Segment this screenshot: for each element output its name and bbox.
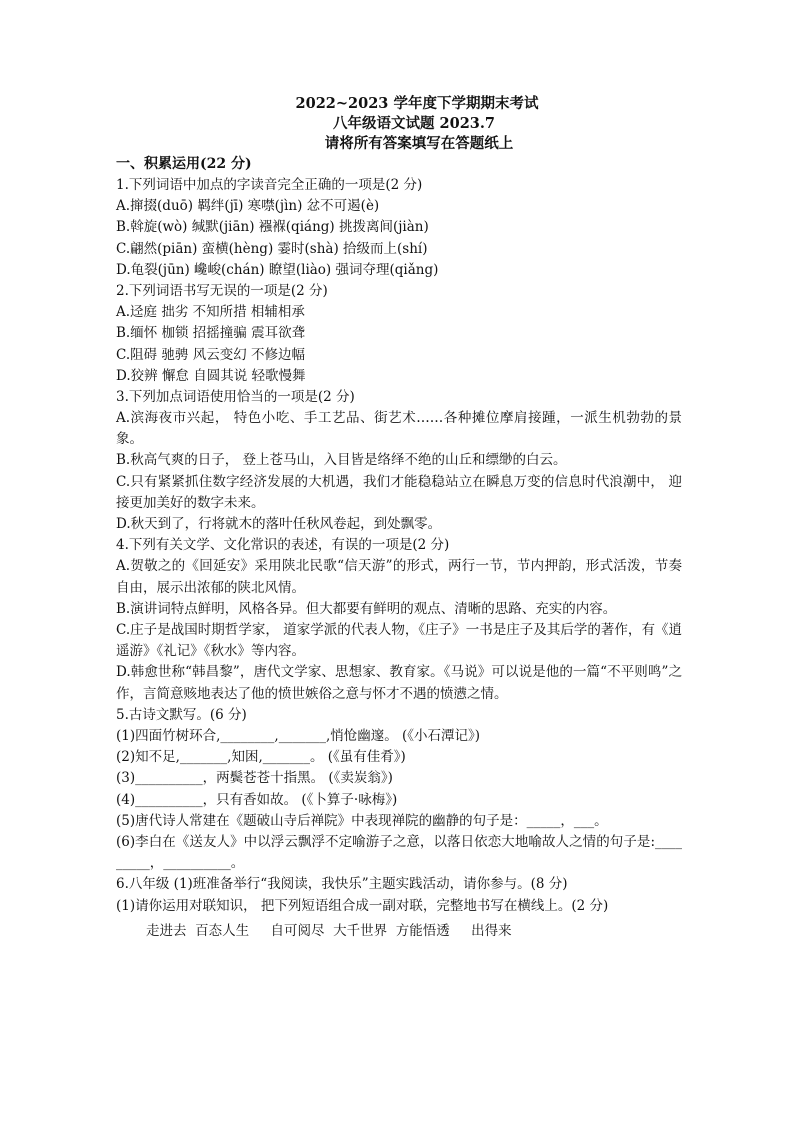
question-stem: 1.下列词语中加点的字读音完全正确的一项是(2 分) xyxy=(116,177,423,193)
exam-subtitle: 八年级语文试题 2023.7 xyxy=(332,115,496,132)
question-1 xyxy=(116,175,682,281)
fill-item-3: (3)__________，两鬓苍苍十指黑。 (《卖炭翁》) xyxy=(116,770,393,787)
question-stem: 5.古诗文默写。(6 分) xyxy=(116,706,247,723)
option-c: C.阻碍 驰骋 风云变幻 不修边幅 xyxy=(116,346,306,363)
option-a: A.迳庭 拙劣 不知所措 相辅相承 xyxy=(116,304,305,321)
question-3 xyxy=(116,387,682,535)
exam-instruction: 请将所有答案填写在答题纸上 xyxy=(324,135,514,152)
sub-question-1: (1)请你运用对联知识， 把下列短语组合成一副对联，完整地书写在横线上。(2 分) xyxy=(116,897,609,914)
option-c: C.翩然(piān) 蛮横(hèng) 霎时(shà) 拾级而上(shí) xyxy=(116,240,428,257)
fill-item-2: (2)知不足,_______,知困,_______。 (《虽有佳肴》) xyxy=(116,749,406,766)
option-d: D.龟裂(jūn) 巉峻(chán) 瞭望(liào) 强词夺理(qiǎng) xyxy=(116,261,439,278)
question-2 xyxy=(116,281,682,387)
fill-item-6: (6)李白在《送友人》中以浮云飘浮不定喻游子之意，以落日依恋大地喻故人之情的句子是:_________，__________。 xyxy=(116,834,682,872)
question-5 xyxy=(116,705,682,875)
option-a: A.撺掇(duō) 羁绊(jī) 寒噤(jìn) 忿不可遏(è) xyxy=(116,198,380,215)
option-b: B.秋高气爽的日子， 登上苍马山，入目皆是络绎不绝的山丘和缥缈的白云。 xyxy=(116,452,567,469)
phrase-options: 走进去 百态人生 自可阅尽 大千世界 方能悟透 出得来 xyxy=(146,922,512,939)
option-a: A.贺敬之的《回延安》采用陕北民歌“信天游”的形式，两行一节，节内押韵，形式活泼，节奏自由，展示出浓郁的陕北风情。 xyxy=(116,558,682,596)
fill-item-4: (4)__________，只有香如故。 (《卜算子·咏梅》) xyxy=(116,791,398,808)
fill-item-1: (1)四面竹树环合,________,_______,悄怆幽邃。 (《小石潭记》) xyxy=(116,728,481,745)
fill-item-5: (5)唐代诗人常建在《题破山寺后禅院》中表现禅院的幽静的句子是：_____，___。 xyxy=(116,812,608,829)
option-a: A.滨海夜市兴起， 特色小吃、手工艺品、街艺术……各种摊位摩肩接踵，一派生机勃勃的景象。 xyxy=(116,410,682,448)
option-d: D.秋天到了，行将就木的落叶任秋风卷起，到处飘零。 xyxy=(116,516,442,533)
question-4 xyxy=(116,535,682,705)
option-d: D.韩愈世称“韩昌黎”，唐代文学家、思想家、教育家。《马说》可以说是他的一篇“不平则鸣”之作，言简意赅地表达了他的愤世嫉俗之意与怀才不遇的愤懑之情。 xyxy=(116,664,682,702)
exam-title: 2022~2023 学年度下学期期末考试 xyxy=(295,95,539,112)
option-b: B.斡旋(wò) 缄默(jiān) 襁褓(qiáng) 挑拨离间(jiàn) xyxy=(116,219,429,236)
section-heading: 一、积累运用(22 分) xyxy=(116,156,252,172)
option-c: C.只有紧紧抓住数字经济发展的大机遇，我们才能稳稳站立在瞬息万变的信息时代浪潮中， 迎接更加美好的数字未来。 xyxy=(116,473,682,511)
question-stem: 2.下列词语书写无误的一项是(2 分) xyxy=(116,282,328,299)
option-b: B.演讲词特点鲜明，风格各异。但大都要有鲜明的观点、清晰的思路、充实的内容。 xyxy=(116,600,617,617)
exam-page xyxy=(116,94,682,942)
option-c: C.庄子是战国时期哲学家， 道家学派的代表人物，《庄子》一书是庄子及其后学的著作，有《逍遥游》《礼记》《秋水》等内容。 xyxy=(116,622,682,660)
question-stem: 4.下列有关文学、文化常识的表述，有误的一项是(2 分) xyxy=(116,537,450,554)
option-b: B.缅怀 枷锁 招摇撞骗 震耳欲聋 xyxy=(116,325,306,342)
question-stem: 3.下列加点词语使用恰当的一项是(2 分) xyxy=(116,388,355,405)
option-d: D.狡辨 懈怠 自圆其说 轻歌慢舞 xyxy=(116,367,306,384)
question-stem: 6.八年级 (1)班准备举行“我阅读，我快乐”主题实践活动，请你参与。(8 分) xyxy=(116,876,568,893)
question-6 xyxy=(116,874,682,942)
